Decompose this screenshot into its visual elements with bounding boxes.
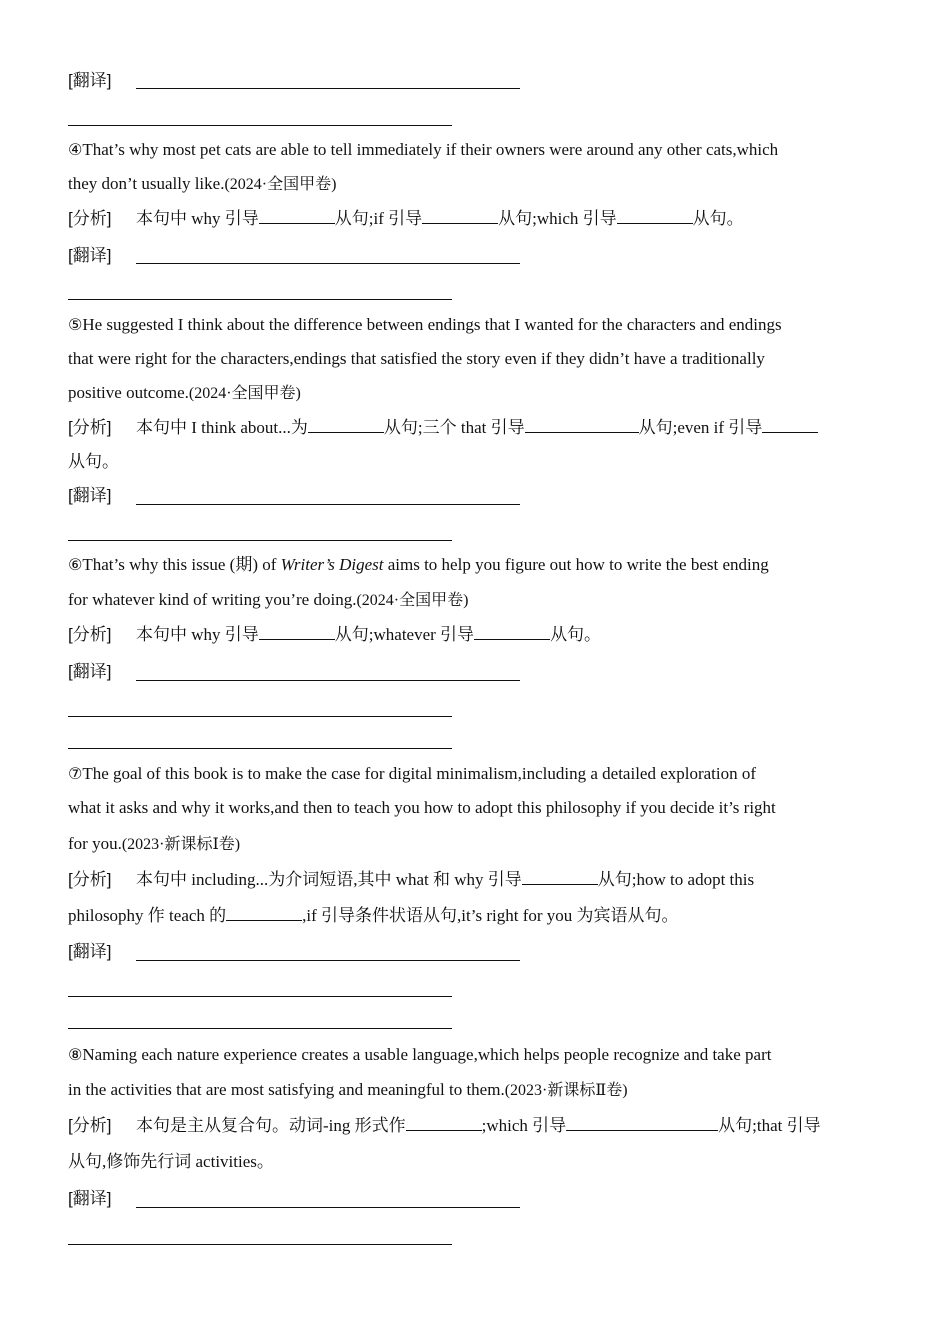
analysis-row: [分析] 本句中 why 引导 从句;whatever 引导 从句。	[68, 623, 601, 647]
fill-blank[interactable]	[474, 623, 550, 640]
translate-row	[68, 69, 136, 93]
source-tag: (2024·全国甲卷)	[356, 592, 469, 609]
fill-blank[interactable]	[308, 416, 384, 433]
translate-answer-line[interactable]	[136, 88, 520, 89]
fill-blank[interactable]	[566, 1114, 718, 1131]
sentence-line: ⑦The goal of this book is to make the case for digital minimalism,including a detailed exploration of	[68, 764, 757, 783]
item-number: ⑧	[68, 1045, 83, 1064]
source-tag: (2023·新课标Ⅱ卷)	[504, 1082, 628, 1099]
fill-blank[interactable]	[762, 416, 818, 433]
translate-answer-line[interactable]	[136, 504, 520, 505]
translate-row	[68, 660, 136, 684]
source-tag: (2024·全国甲卷)	[224, 176, 337, 193]
answer-line[interactable]	[68, 716, 452, 717]
answer-line[interactable]	[68, 996, 452, 997]
answer-line[interactable]	[68, 1244, 452, 1245]
translate-label: [翻译]	[68, 486, 112, 505]
analysis-row: [分析] 本句是主从复合句。动词-ing 形式作 ;which 引导 从句;that 引导	[68, 1114, 821, 1138]
fill-blank[interactable]	[259, 623, 335, 640]
answer-line[interactable]	[68, 1028, 452, 1029]
fill-blank[interactable]	[422, 207, 498, 224]
analysis-row: [分析] 本句中 including...为介词短语,其中 what 和 why 引导 从句;how to adopt this	[68, 868, 754, 892]
source-tag: (2024·全国甲卷)	[188, 385, 301, 402]
analysis-label: [分析]	[68, 625, 112, 644]
sentence-line: for whatever kind of writing you’re doing.(2024·全国甲卷)	[68, 590, 469, 609]
translate-label: [翻译]	[68, 662, 112, 681]
analysis-row: [分析] 本句中 I think about...为 从句;三个 that 引导 从句;even if 引导	[68, 416, 818, 440]
translate-row	[68, 1187, 136, 1211]
fill-blank[interactable]	[525, 416, 639, 433]
sentence-line: what it asks and why it works,and then to teach you how to adopt this philosophy if you decide it’s right	[68, 798, 776, 817]
answer-line[interactable]	[68, 748, 452, 749]
fill-blank[interactable]	[226, 904, 302, 921]
sentence-line: ⑥That’s why this issue (期) of Writer’s Digest aims to help you figure out how to write the best ending	[68, 555, 769, 574]
sentence-line: for you.(2023·新课标Ⅰ卷)	[68, 834, 241, 853]
sentence-line: in the activities that are most satisfying and meaningful to them.(2023·新课标Ⅱ卷)	[68, 1080, 628, 1099]
fill-blank[interactable]	[259, 207, 335, 224]
translate-row	[68, 940, 136, 964]
analysis-row: [分析] 本句中 why 引导 从句;if 引导 从句;which 引导 从句。	[68, 207, 744, 231]
translate-label: [翻译]	[68, 942, 112, 961]
item-number: ⑦	[68, 764, 83, 783]
item-number: ④	[68, 140, 83, 159]
translate-row	[68, 244, 136, 268]
analysis-row-cont: 从句,修饰先行词 activities。	[68, 1152, 274, 1171]
translate-row	[68, 484, 136, 508]
answer-line[interactable]	[68, 125, 452, 126]
sentence-line: that were right for the characters,endings that satisfied the story even if they didn’t have a traditionally	[68, 349, 765, 368]
translate-answer-line[interactable]	[136, 263, 520, 264]
translate-label: [翻译]	[68, 1189, 112, 1208]
fill-blank[interactable]	[617, 207, 693, 224]
analysis-label: [分析]	[68, 1116, 112, 1135]
translate-answer-line[interactable]	[136, 680, 520, 681]
answer-line[interactable]	[68, 540, 452, 541]
sentence-line: ⑤He suggested I think about the difference between endings that I wanted for the characters and endings	[68, 315, 782, 334]
translate-answer-line[interactable]	[136, 1207, 520, 1208]
analysis-label: [分析]	[68, 209, 112, 228]
translate-label: [翻译]	[68, 71, 112, 90]
sentence-line: ④That’s why most pet cats are able to tell immediately if their owners were around any other cats,which	[68, 140, 779, 159]
magazine-title: Writer’s Digest	[280, 555, 384, 574]
analysis-row-cont: philosophy 作 teach 的 ,if 引导条件状语从句,it’s right for you 为宾语从句。	[68, 906, 679, 925]
fill-blank[interactable]	[406, 1114, 482, 1131]
sentence-line: positive outcome.(2024·全国甲卷)	[68, 383, 301, 402]
item-number: ⑤	[68, 315, 83, 334]
sentence-line: they don’t usually like.(2024·全国甲卷)	[68, 174, 337, 193]
analysis-label: [分析]	[68, 418, 112, 437]
item-number: ⑥	[68, 555, 83, 574]
source-tag: (2023·新课标Ⅰ卷)	[121, 836, 241, 853]
answer-line[interactable]	[68, 299, 452, 300]
translate-label: [翻译]	[68, 246, 112, 265]
translate-answer-line[interactable]	[136, 960, 520, 961]
fill-blank[interactable]	[522, 868, 598, 885]
analysis-label: [分析]	[68, 870, 112, 889]
analysis-row-cont: 从句。	[68, 452, 119, 471]
sentence-line: ⑧Naming each nature experience creates a usable language,which helps people recognize and take part	[68, 1045, 772, 1064]
